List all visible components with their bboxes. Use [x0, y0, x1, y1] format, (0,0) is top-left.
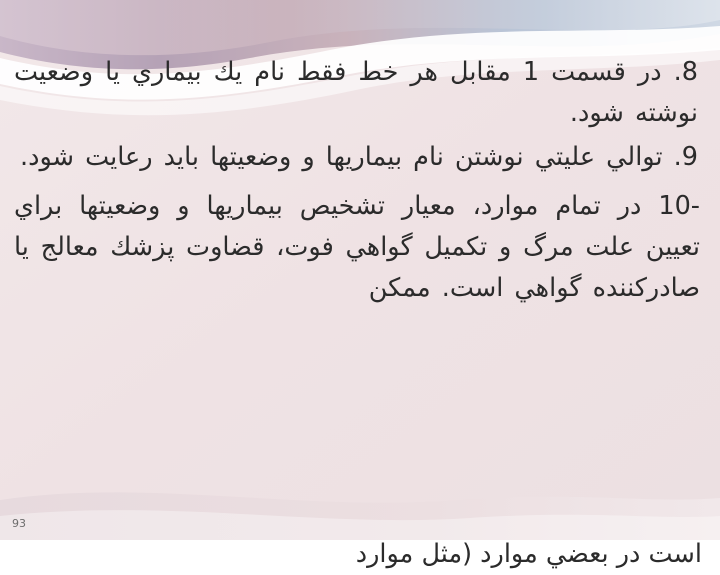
list-item-8: 8. در قسمت 1 مقابل هر خط فقط نام يك بيماري يا وضعيت نوشته شود.: [14, 57, 698, 129]
clipped-continuation-line: است در بعضي موارد (مثل موارد: [355, 539, 702, 569]
list-item-10: -10 در تمام موارد، معيار تشخيص بيماريها و وضعيتها براي تعيين علت مرگ و تكميل گواهي فوت، قضاوت پزشك معالج يا صادركننده گواهي است. ممكن: [14, 190, 700, 304]
slide-text-content: [0, 52, 720, 540]
page-number: 93: [12, 517, 26, 530]
list-item-9: 9. توالي عليتي نوشتن نام بيماريها و وضعيتها بايد رعايت شود.: [20, 141, 698, 172]
